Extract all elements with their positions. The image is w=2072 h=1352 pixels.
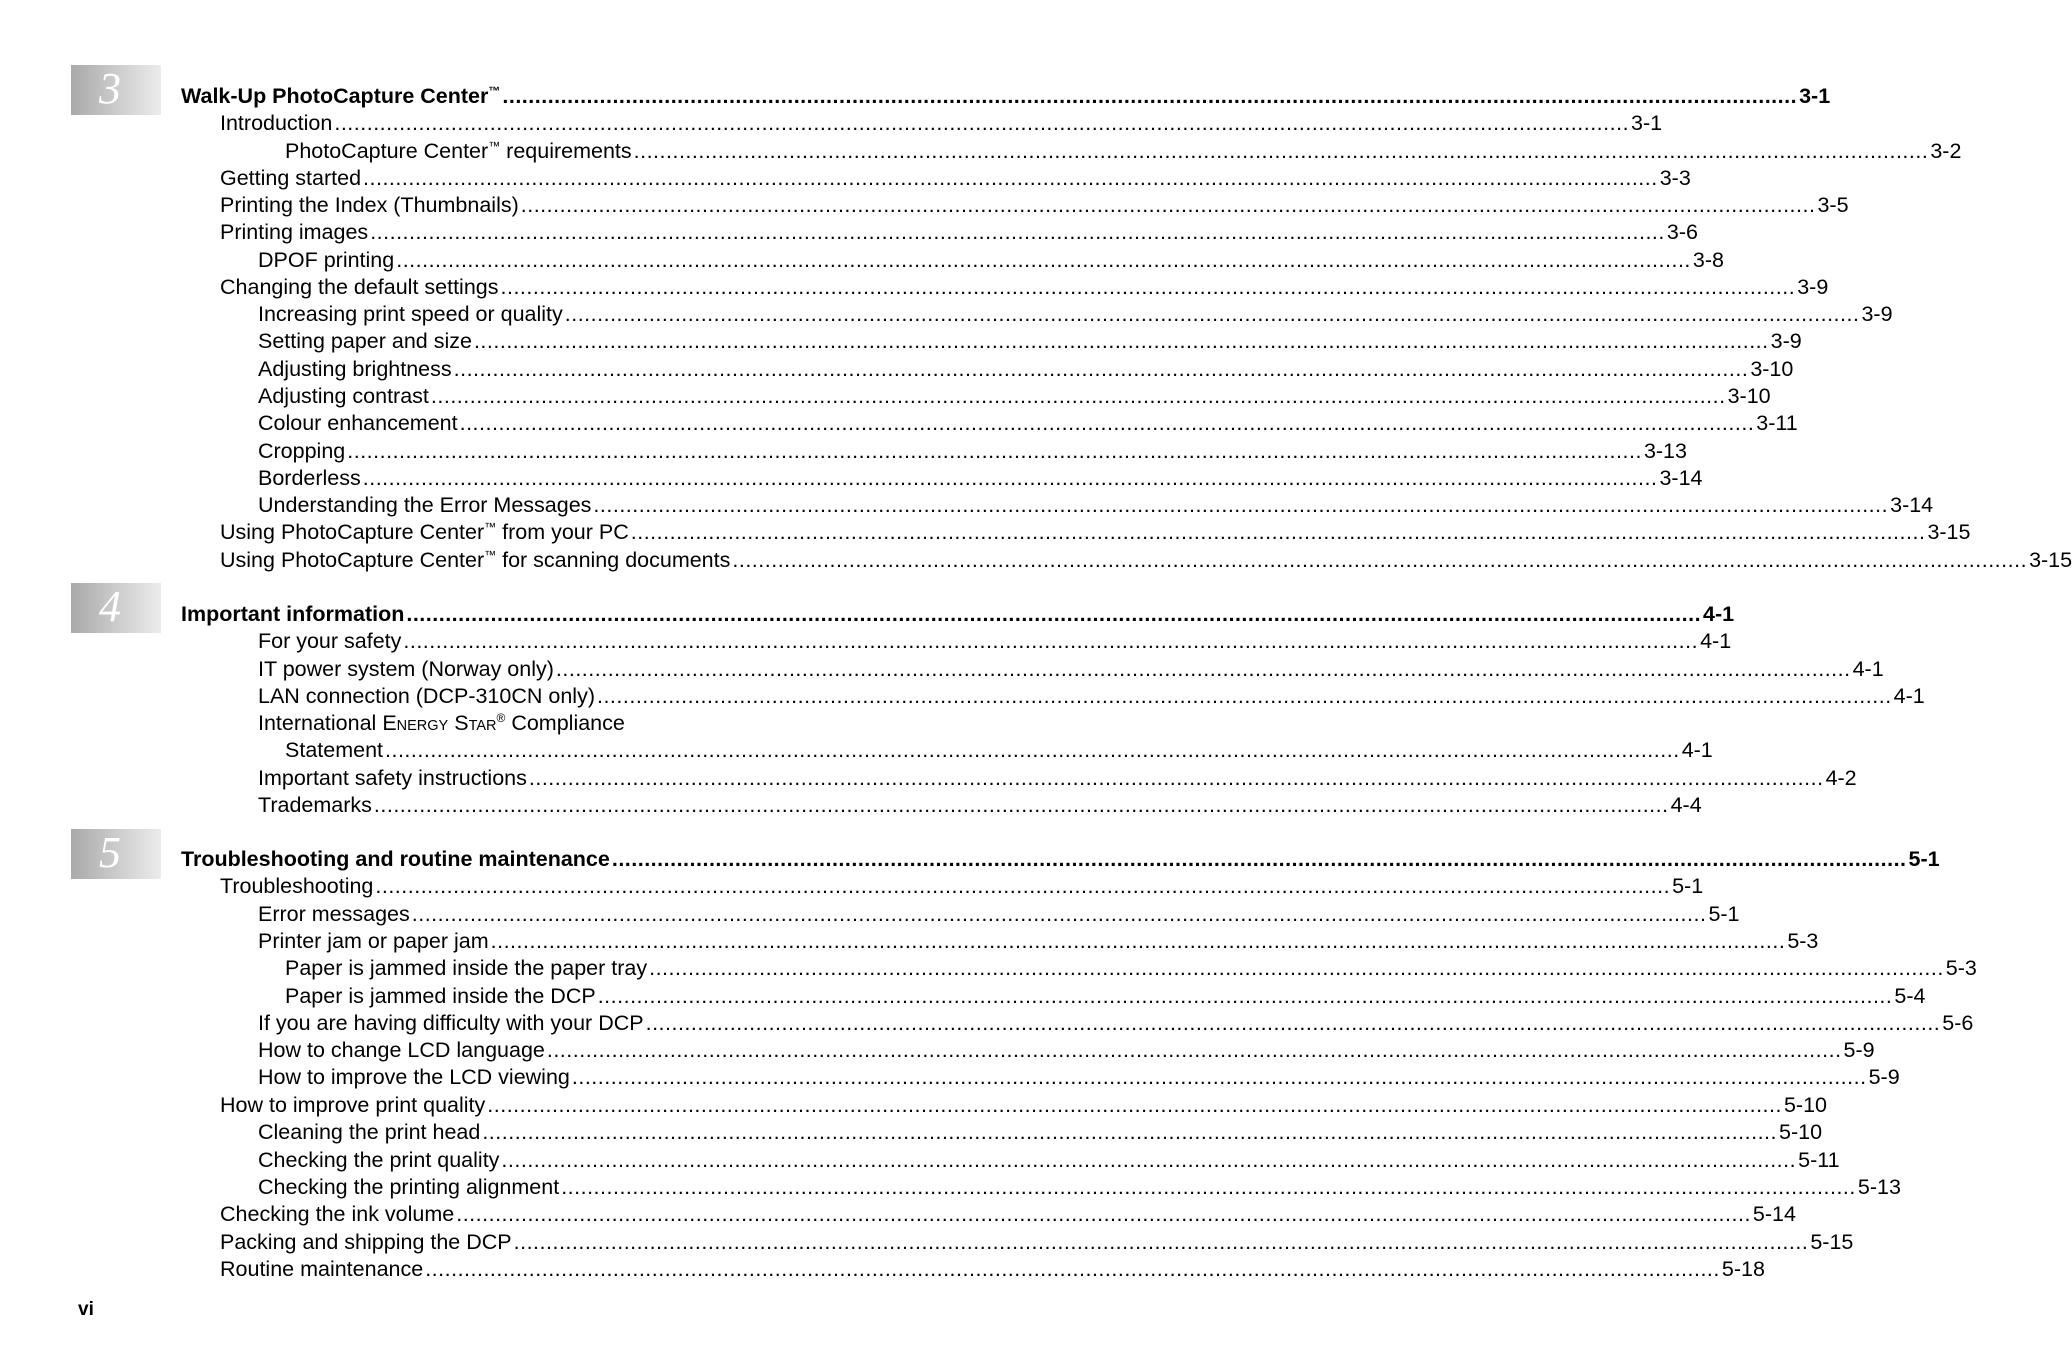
dot-leader: ........................................................................................................................................................................................................ — [502, 84, 1798, 108]
toc-entry[interactable]: PhotoCapture Center™ requirements ........................................................................................................................................................................................................ 3-2 — [285, 139, 1962, 163]
dot-leader: ........................................................................................................................................................................................................ — [513, 1230, 1809, 1254]
dot-leader: ........................................................................................................................................................................................................ — [732, 548, 2028, 572]
toc-page-number: 5-18 — [1721, 1257, 1765, 1281]
toc-page-number: 5-1 — [1672, 874, 1704, 898]
toc-entry[interactable]: Adjusting brightness ........................................................................................................................................................................................................ 3-10 — [258, 357, 1794, 381]
toc-entry[interactable]: Setting paper and size ........................................................................................................................................................................................................ 3-9 — [258, 329, 1802, 353]
dot-leader: ........................................................................................................................................................................................................ — [571, 1065, 1867, 1089]
dot-leader: ........................................................................................................................................................................................................ — [546, 1038, 1842, 1062]
toc-page-number: 3-14 — [1890, 493, 1934, 517]
toc-page-number: 4-1 — [1852, 657, 1884, 681]
dot-leader: ........................................................................................................................................................................................................ — [555, 657, 1851, 681]
toc-entry[interactable]: Printer jam or paper jam ........................................................................................................................................................................................................ 5-3 — [258, 929, 1819, 953]
toc-page-number: 5-1 — [1908, 847, 1940, 871]
dot-leader: ........................................................................................................................................................................................................ — [459, 411, 1755, 435]
toc-entry[interactable]: Printing images ........................................................................................................................................................................................................ 3-6 — [220, 220, 1698, 244]
toc-page-number: 3-15 — [1927, 520, 1971, 544]
toc-page-number: 3-6 — [1666, 220, 1698, 244]
toc-page-number: 3-5 — [1817, 193, 1849, 217]
toc-page-number: 5-10 — [1783, 1093, 1828, 1117]
dot-leader: ........................................................................................................................................................................................................ — [396, 248, 1691, 272]
dot-leader: ........................................................................................................................................................................................................ — [456, 1202, 1751, 1226]
toc-entry[interactable]: Introduction ........................................................................................................................................................................................................ 3-1 — [220, 111, 1663, 135]
dot-leader: ........................................................................................................................................................................................................ — [564, 302, 1860, 326]
toc-entry[interactable]: Using PhotoCapture Center™ for scanning documents ........................................................................................................................................................................................................ 3-15 — [220, 548, 2072, 572]
dot-leader: ........................................................................................................................................................................................................ — [630, 520, 1926, 544]
toc-entry[interactable]: Getting started ........................................................................................................................................................................................................ 3-3 — [220, 166, 1691, 190]
dot-leader: ........................................................................................................................................................................................................ — [501, 1148, 1797, 1172]
toc-entry[interactable]: Troubleshooting ........................................................................................................................................................................................................ 5-1 — [220, 874, 1704, 898]
toc-entry[interactable]: How to improve print quality ........................................................................................................................................................................................................ 5-10 — [220, 1093, 1828, 1117]
chapter-number: 5 — [99, 828, 121, 877]
toc-page-number: 5-3 — [1945, 956, 1977, 980]
toc-entry[interactable]: Routine maintenance ........................................................................................................................................................................................................ 5-18 — [220, 1257, 1765, 1281]
toc-page-number: 4-1 — [1703, 602, 1735, 626]
dot-leader: ........................................................................................................................................................................................................ — [363, 166, 1658, 190]
toc-entry[interactable]: IT power system (Norway only) ........................................................................................................................................................................................................ 4-1 — [258, 657, 1884, 681]
toc-page-number: 3-9 — [1861, 302, 1893, 326]
toc-entry[interactable]: If you are having difficulty with your DCP ........................................................................................................................................................................................................ 5-6 — [258, 1011, 1974, 1035]
toc-page-number: 5-13 — [1857, 1175, 1901, 1199]
toc-page-number: 5-14 — [1752, 1202, 1796, 1226]
dot-leader: ........................................................................................................................................................................................................ — [373, 793, 1669, 817]
toc-chapter-title[interactable]: Important information ........................................................................................................................................................................................................ 4-1 — [181, 602, 1735, 626]
toc-page-number: 3-1 — [1631, 111, 1663, 135]
toc-entry[interactable]: Trademarks ........................................................................................................................................................................................................ 4-4 — [258, 793, 1702, 817]
dot-leader: ........................................................................................................................................................................................................ — [411, 902, 1707, 926]
toc-page-number: 4-1 — [1893, 684, 1925, 708]
toc-entry-energy-star[interactable]: International ENERGY STAR® Compliance — [258, 711, 625, 735]
toc-entry[interactable]: Paper is jammed inside the DCP ........................................................................................................................................................................................................ 5-4 — [285, 984, 1926, 1008]
dot-leader: ........................................................................................................................................................................................................ — [425, 1257, 1720, 1281]
toc-page-number: 4-1 — [1700, 629, 1732, 653]
toc-page-number: 5-9 — [1843, 1038, 1875, 1062]
toc-page-number: 3-14 — [1659, 466, 1703, 490]
toc-page-number: 3-11 — [1756, 411, 1798, 435]
toc-entry[interactable]: Checking the print quality ........................................................................................................................................................................................................ 5-11 — [258, 1148, 1840, 1172]
dot-leader: ........................................................................................................................................................................................................ — [334, 111, 1630, 135]
page-footer-number: vi — [78, 1299, 94, 1320]
dot-leader: ........................................................................................................................................................................................................ — [385, 738, 1680, 762]
toc-entry[interactable]: LAN connection (DCP-310CN only) ........................................................................................................................................................................................................ 4-1 — [258, 684, 1925, 708]
toc-entry[interactable]: How to improve the LCD viewing ........................................................................................................................................................................................................ 5-9 — [258, 1065, 1900, 1089]
toc-entry[interactable]: Paper is jammed inside the paper tray ........................................................................................................................................................................................................ 5-3 — [285, 956, 1977, 980]
toc-page-number: 4-1 — [1681, 738, 1713, 762]
toc-page-number: 5-9 — [1868, 1065, 1900, 1089]
toc-entry[interactable]: DPOF printing ........................................................................................................................................................................................................ 3-8 — [258, 248, 1724, 272]
toc-page-number: 3-3 — [1659, 166, 1691, 190]
toc-page-number: 5-3 — [1787, 929, 1819, 953]
chapter-number: 3 — [99, 64, 121, 113]
dot-leader: ........................................................................................................................................................................................................ — [430, 384, 1726, 408]
dot-leader: ........................................................................................................................................................................................................ — [487, 1093, 1782, 1117]
toc-entry[interactable]: Checking the ink volume ........................................................................................................................................................................................................ 5-14 — [220, 1202, 1796, 1226]
toc-page-number: 3-10 — [1750, 357, 1794, 381]
toc-page-number: 5-11 — [1798, 1148, 1840, 1172]
toc-entry[interactable]: Cropping ........................................................................................................................................................................................................ 3-13 — [258, 439, 1687, 463]
dot-leader: ........................................................................................................................................................................................................ — [528, 766, 1824, 790]
dot-leader: ........................................................................................................................................................................................................ — [403, 629, 1699, 653]
toc-page-number: 4-4 — [1670, 793, 1702, 817]
dot-leader: ........................................................................................................................................................................................................ — [645, 1011, 1941, 1035]
toc-entry[interactable]: Changing the default settings ........................................................................................................................................................................................................ 3-9 — [220, 275, 1829, 299]
dot-leader: ........................................................................................................................................................................................................ — [375, 874, 1671, 898]
toc-page-number: 5-4 — [1894, 984, 1926, 1008]
toc-entry[interactable]: Cleaning the print head ........................................................................................................................................................................................................ 5-10 — [258, 1120, 1823, 1144]
toc-entry[interactable]: For your safety ........................................................................................................................................................................................................ 4-1 — [258, 629, 1732, 653]
toc-page-number: 3-1 — [1799, 84, 1831, 108]
toc-entry[interactable]: Printing the Index (Thumbnails) ........................................................................................................................................................................................................ 3-5 — [220, 193, 1849, 217]
dot-leader: ........................................................................................................................................................................................................ — [482, 1120, 1778, 1144]
dot-leader: ........................................................................................................................................................................................................ — [597, 984, 1893, 1008]
toc-chapter-title[interactable]: Troubleshooting and routine maintenance ........................................................................................................................................................................................................ 5-1 — [181, 847, 1940, 871]
dot-leader: ........................................................................................................................................................................................................ — [611, 847, 1907, 871]
toc-page-number: 5-6 — [1942, 1011, 1974, 1035]
toc-page-number: 5-10 — [1779, 1120, 1823, 1144]
dot-leader: ........................................................................................................................................................................................................ — [473, 329, 1769, 353]
toc-page-number: 3-13 — [1643, 439, 1687, 463]
toc-entry[interactable]: Packing and shipping the DCP ........................................................................................................................................................................................................ 5-15 — [220, 1230, 1854, 1254]
dot-leader: ........................................................................................................................................................................................................ — [362, 466, 1658, 490]
dot-leader: ........................................................................................................................................................................................................ — [596, 684, 1892, 708]
toc-entry[interactable]: Borderless ........................................................................................................................................................................................................ 3-14 — [258, 466, 1703, 490]
toc-page-number: 3-15 — [2029, 548, 2072, 572]
dot-leader: ........................................................................................................................................................................................................ — [490, 929, 1786, 953]
chapter-badge-4 — [71, 583, 161, 633]
toc-entry[interactable]: How to change LCD language ........................................................................................................................................................................................................ 5-9 — [258, 1038, 1875, 1062]
toc-entry[interactable]: Colour enhancement ........................................................................................................................................................................................................ 3-11 — [258, 411, 1798, 435]
dot-leader: ........................................................................................................................................................................................................ — [649, 956, 1944, 980]
toc-page-number: 5-1 — [1708, 902, 1740, 926]
dot-leader: ........................................................................................................................................................................................................ — [453, 357, 1749, 381]
toc-entry[interactable]: Understanding the Error Messages ........................................................................................................................................................................................................ 3-14 — [258, 493, 1934, 517]
dot-leader: ........................................................................................................................................................................................................ — [561, 1175, 1856, 1199]
dot-leader: ........................................................................................................................................................................................................ — [370, 220, 1665, 244]
toc-entry[interactable]: Important safety instructions ........................................................................................................................................................................................................ 4-2 — [258, 766, 1857, 790]
toc-entry[interactable]: Increasing print speed or quality ........................................................................................................................................................................................................ 3-9 — [258, 302, 1893, 326]
dot-leader: ........................................................................................................................................................................................................ — [406, 602, 1702, 626]
toc-page-number: 5-15 — [1810, 1230, 1854, 1254]
toc-entry[interactable]: Error messages ........................................................................................................................................................................................................ 5-1 — [258, 902, 1740, 926]
chapter-badge-3 — [71, 65, 161, 115]
dot-leader: ........................................................................................................................................................................................................ — [500, 275, 1796, 299]
chapter-number: 4 — [99, 582, 121, 631]
toc-page-number: 3-2 — [1930, 139, 1962, 163]
toc-page-number: 3-9 — [1797, 275, 1829, 299]
toc-entry[interactable]: Adjusting contrast ........................................................................................................................................................................................................ 3-10 — [258, 384, 1771, 408]
dot-leader: ........................................................................................................................................................................................................ — [593, 493, 1889, 517]
toc-page-number: 4-2 — [1825, 766, 1857, 790]
dot-leader: ........................................................................................................................................................................................................ — [520, 193, 1816, 217]
dot-leader: ........................................................................................................................................................................................................ — [347, 439, 1642, 463]
toc-entry[interactable]: Statement ........................................................................................................................................................................................................ 4-1 — [285, 738, 1713, 762]
toc-entry[interactable]: Checking the printing alignment ........................................................................................................................................................................................................ 5-13 — [258, 1175, 1901, 1199]
toc-entry[interactable]: Using PhotoCapture Center™ from your PC ........................................................................................................................................................................................................ 3-15 — [220, 520, 1971, 544]
toc-page-number: 3-9 — [1770, 329, 1802, 353]
toc-chapter-title[interactable]: Walk-Up PhotoCapture Center™ ........................................................................................................................................................................................................ 3-1 — [181, 84, 1831, 108]
dot-leader: ........................................................................................................................................................................................................ — [633, 139, 1929, 163]
chapter-badge-5 — [71, 829, 161, 879]
toc-page-number: 3-8 — [1692, 248, 1724, 272]
toc-page-number: 3-10 — [1727, 384, 1771, 408]
